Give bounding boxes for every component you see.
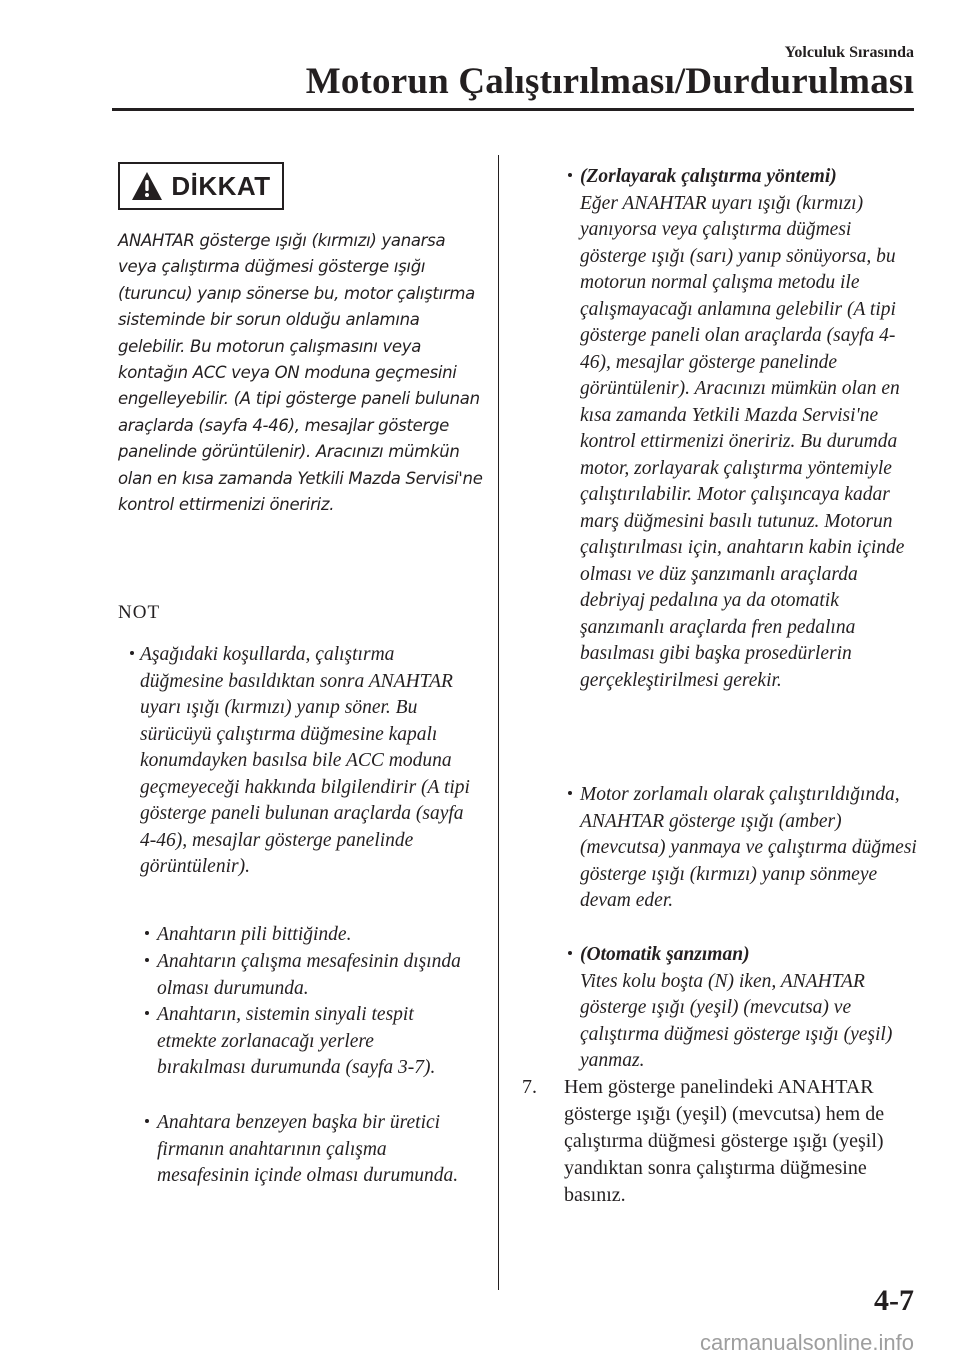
warning-triangle-icon [131,171,163,201]
forced-start-bullet [568,164,918,694]
warning-heading-box [118,162,284,210]
header-section-title: Yolculuk Sırasında [784,44,914,61]
page-title: Motorun Çalıştırılması/Durdurulması [305,61,914,102]
note-sub-bullet-text: Anahtara benzeyen başka bir üretici firmanın anahtarının çalışma mesafesinin içinde olması durumunda. [157,1112,459,1186]
page-number: 4-7 [874,1284,914,1317]
automatic-transmission-text: Vites kolu boşta (N) iken, ANAHTAR gösterge ışığı (yeşil) (mevcutsa) ve çalıştırma düğmesi gösterge ışığı (yeşil) yanmaz. [580,970,893,1071]
note-main-bullet-text: Aşağıdaki koşullarda, çalıştırma düğmesine basıldıktan sonra ANAHTAR uyarı ışığı (kırmızı) yanıp söner. Bu sürücüyü çalıştırma düğmesine kapalı konumdayken basılsa bile ACC moduna geçmeyeceği hakkında bilgilendirir (A tipi gösterge paneli bulunan araçlarda (sayfa 4-46), mesajlar gösterge panelinde görüntülenir). [140,644,470,877]
step-number: 7. [522,1076,537,1098]
note-sub-bullet-text: Anahtarın, sistemin sinyali tespit etmekte zorlanacağı yerlere bırakılması durumunda (sayfa 3-7). [157,1004,436,1078]
bullet-dot [145,958,149,962]
bullet-dot [568,791,572,795]
note-main-bullet [130,642,480,881]
automatic-transmission-title: (Otomatik şanzıman) [580,944,750,965]
note-sub-bullet-text: Anahtarın çalışma mesafesinin dışında olması durumunda. [157,951,461,999]
automatic-transmission-bullet [568,942,918,1075]
bullet-dot [145,931,149,935]
header-divider [112,108,914,111]
warning-text: ANAHTAR gösterge ışığı (kırmızı) yanarsa veya çalıştırma düğmesi gösterge ışığı (turuncu) yanıp sönerse bu, motor çalıştırma sisteminde bir sorun olduğu anlamına gelebilir. Bu motorun çalışmasını veya kontağın ACC veya ON moduna geçmesini engelleyebilir. (A tipi gösterge paneli bulunan araçlarda (sayfa 4-46), mesajlar gösterge panelinde görüntülenir). Aracınızı mümkün olan en kısa zamanda Yetkili Mazda Servisi'ne kontrol ettirmenizi öneririz. [118,231,483,515]
note-sub-bullet [145,922,475,949]
note-label: NOT [118,602,161,623]
forced-started-bullet [568,782,918,915]
forced-start-title: (Zorlayarak çalıştırma yöntemi) [580,166,837,187]
bullet-dot [145,1119,149,1123]
forced-started-text: Motor zorlamalı olarak çalıştırıldığında, ANAHTAR gösterge ışığı (amber) (mevcutsa) yanmaya ve çalıştırma düğmesi gösterge ışığı (kırmızı) yanıp sönmeye devam eder. [580,784,917,911]
watermark: carmanualsonline.info [699,1330,914,1355]
step-text: Hem gösterge panelindeki ANAHTAR gösterge ışığı (yeşil) (mevcutsa) hem de çalıştırma düğmesi gösterge ışığı (yeşil) yandıktan sonra çalıştırma düğmesine basınız. [564,1076,885,1206]
note-sub-bullet [145,1002,465,1082]
bullet-dot [568,173,572,177]
note-sub-bullet-text: Anahtarın pili bittiğinde. [157,924,352,945]
forced-start-text: Eğer ANAHTAR uyarı ışığı (kırmızı) yanıyorsa veya çalıştırma düğmesi gösterge ışığı (sarı) yanıp sönüyorsa, bu motorun normal çalışma metodu ile çalışmayacağı anlamına gelebilir (A tipi gösterge paneli olan araçlarda (sayfa 4-46), mesajlar gösterge panelinde görüntülenir). Aracınızı mümkün olan en kısa zamanda Yetkili Mazda Servisi'ne kontrol ettirmenizi öneririz. Bu durumda motor, zorlayarak çalıştırma yöntemiyle çalıştırılabilir. Motor çalışıncaya kadar marş düğmesini basılı tutunuz. Motorun çalıştırılması için, anahtarın kabin içinde olması ve düz şanzımanlı araçlarda debriyaj pedalına ya da otomatik şanzımanlı araçlarda fren pedalına basılması gibi başka prosedürlerin gerçekleştirilmesi gerekir. [580,192,905,691]
step-7 [522,1074,922,1209]
bullet-dot [568,951,572,955]
column-divider [498,155,499,1290]
bullet-dot [130,651,134,655]
bullet-dot [145,1011,149,1015]
note-sub-bullet [145,949,475,1002]
warning-label: DİKKAT [171,170,271,201]
note-sub-bullet [145,1110,475,1190]
